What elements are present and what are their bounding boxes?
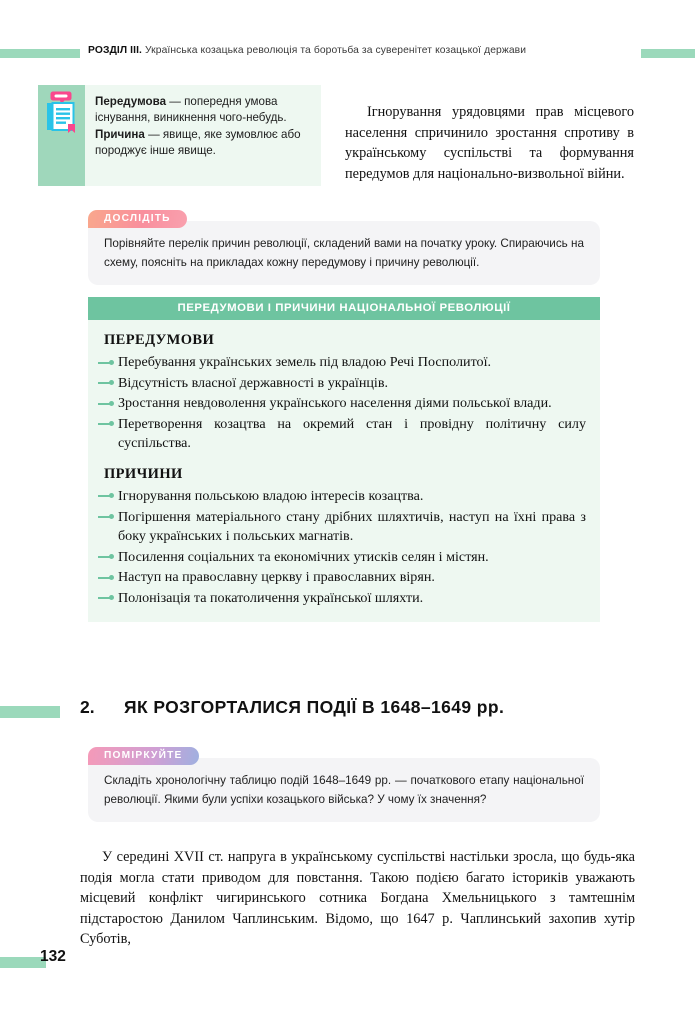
definition-text <box>85 85 321 186</box>
list-item: Наступ на православну церкву і православних вірян. <box>104 568 586 588</box>
header-chapter-title: Українська козацька революція та боротьба за суверенітет козацької держави <box>142 45 527 56</box>
term-def-0: попередня умова існування, виникнення чого-небудь. <box>95 95 287 125</box>
term-prychyna: Причина <box>95 127 145 141</box>
list-item: Відсутність власної державності в українців. <box>104 374 586 394</box>
definition-card <box>38 85 321 186</box>
section-heading <box>0 697 695 727</box>
list-item: Полонізація та покатоличення української шляхти. <box>104 589 586 609</box>
list-item: Ігнорування польською владою інтересів козацтва. <box>104 487 586 507</box>
header-chapter <box>88 45 526 56</box>
list-item: Перебування українських земель під владою Речі Посполитої. <box>104 353 586 373</box>
running-header <box>0 45 695 61</box>
term-peredumova: Передумова <box>95 95 167 108</box>
research-task-text: Порівняйте перелік причин революції, складений вами на початку уроку. Спираючись на схему, поясніть на прикладах кожну передумову і причину революції. <box>88 221 600 285</box>
term-dash-1: — <box>144 127 163 141</box>
think-task-block <box>88 745 600 822</box>
definition-icon-pane <box>38 85 85 186</box>
scheme-title: ПЕРЕДУМОВИ І ПРИЧИНИ НАЦІОНАЛЬНОЇ РЕВОЛЮЦІЇ <box>88 297 600 320</box>
list-item: Зростання невдоволення українського населення діями польської влади. <box>104 394 586 414</box>
page-number: 132 <box>40 948 66 965</box>
research-task-block <box>88 208 600 285</box>
dictionary-book-icon <box>44 91 80 133</box>
term-dash-0: — <box>166 95 185 108</box>
intro-paragraph: Ігнорування урядовцями прав місцевого населення спричинило зростання спротиву в українському суспільстві та формування передумов для національно-визвольної війни. <box>345 104 634 182</box>
scheme-list-causes <box>104 487 586 609</box>
scheme-heading-preconditions: ПЕРЕДУМОВИ <box>104 332 215 348</box>
term-def-1: явище, яке зумовлює або породжує інше явище. <box>95 127 301 158</box>
section-title: ЯК РОЗГОРТАЛИСЯ ПОДІЇ В 1648–1649 рр. <box>124 697 505 717</box>
header-chapter-label: РОЗДІЛ III. <box>88 45 143 56</box>
scheme-heading-causes: ПРИЧИНИ <box>104 465 183 482</box>
list-item: Посилення соціальних та економічних утисків селян і містян. <box>104 548 586 568</box>
section-number: 2. <box>80 697 95 717</box>
scheme-box <box>88 297 600 622</box>
closing-paragraph: У середині XVII ст. напруга в українському суспільстві настільки зросла, що будь-яка подія могла стати приводом для повстання. Такою подією багато істориків уважають місцевий конфлікт чигиринського сотника Богдана Хмельницького з тамтешнім підстаростою Данилом Чаплинським. Відомо, що 1647 р. Чаплинський захопив хутір Суботів, <box>80 849 635 947</box>
scheme-list-preconditions <box>104 353 586 454</box>
section-heading-bar <box>0 706 60 718</box>
header-rule-right <box>641 49 695 58</box>
research-task-tag: ДОСЛІДІТЬ <box>88 210 187 229</box>
list-item: Погіршення матеріального стану дрібних шляхтичів, наступ на їхні права з боку українських і польських магнатів. <box>104 508 586 547</box>
think-task-text: Складіть хронологічну таблицю подій 1648–1649 рр. — початкового етапу національної революції. Якими були успіхи козацького війська? У чому їх значення? <box>88 758 600 822</box>
think-task-tag: ПОМІРКУЙТЕ <box>88 747 199 766</box>
list-item: Перетворення козацтва на окремий стан і провідну політичну силу суспільства. <box>104 415 586 454</box>
scheme-body <box>88 320 600 622</box>
header-rule-left <box>0 49 80 58</box>
